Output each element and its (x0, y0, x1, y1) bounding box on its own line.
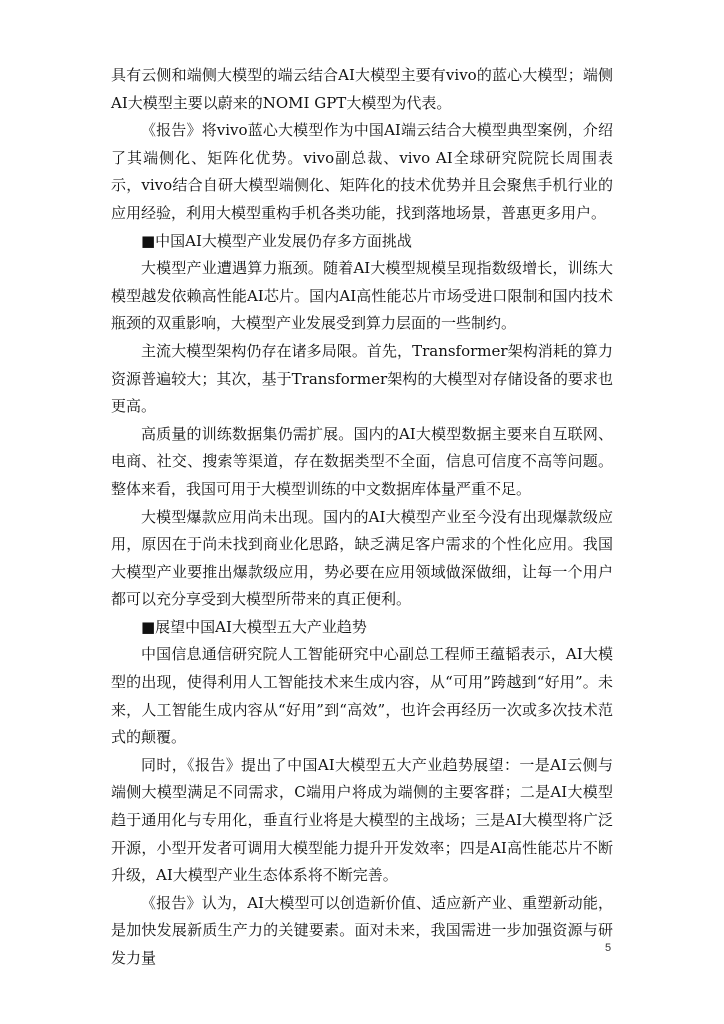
section-heading-challenges: ■中国AI大模型产业发展仍存多方面挑战 (141, 231, 412, 250)
paragraph-5: 高质量的训练数据集仍需扩展。国内的AI大模型数据主要来自互联网、电商、社交、搜索等渠道，存在数据类型不全面，信息可信度不高等问题。整体来看，我国可用于大模型训练的中文数据库体量严重不足。 (111, 424, 613, 498)
paragraph-1: 具有云侧和端侧大模型的端云结合AI大模型主要有vivo的蓝心大模型；端侧AI大模型主要以蔚来的NOMI GPT大模型为代表。 (111, 66, 613, 112)
paragraph-7: 中国信息通信研究院人工智能研究中心副总工程师王蕴韬表示，AI大模型的出现，使得利用人工智能技术来生成内容，从“可用”跨越到“好用”。未来，人工智能生成内容从“好用”到“高效”，也许会再经历一次或多次技术范式的颠覆。 (111, 645, 613, 747)
paragraph-2: 《报告》将vivo蓝心大模型作为中国AI端云结合大模型典型案例，介绍了其端侧化、矩阵化优势。vivo副总裁、vivo AI全球研究院院长周围表示，vivo结合自研大模型端侧化、矩阵化的技术优势并且会聚焦手机行业的应用经验，利用大模型重构手机各类功能，找到落地场景，普惠更多用户。 (111, 121, 613, 222)
paragraph-4: 主流大模型架构仍存在诸多局限。首先，Transformer架构消耗的算力资源普遍较大；其次，基于Transformer架构的大模型对存储设备的要求也更高。 (111, 341, 613, 416)
paragraph-6: 大模型爆款应用尚未出现。国内的AI大模型产业至今没有出现爆款级应用，原因在于尚未找到商业化思路，缺乏满足客户需求的个性化应用。我国大模型产业要推出爆款级应用，势必要在应用领域做深做细，让每一个用户都可以充分享受到大模型所带来的真正便利。 (111, 507, 613, 609)
page-number: 5 (605, 942, 612, 954)
section-heading-trends: ■展望中国AI大模型五大产业趋势 (141, 617, 367, 636)
paragraph-9: 《报告》认为，AI大模型可以创造新价值、适应新产业、重塑新动能，是加快发展新质生产力的关键要素。面对未来，我国需进一步加强资源与研发力量 (111, 893, 613, 967)
article-body (111, 62, 613, 973)
paragraph-3: 大模型产业遭遇算力瓶颈。随着AI大模型规模呈现指数级增长，训练大模型越发依赖高性能AI芯片。国内AI高性能芯片市场受进口限制和国内技术瓶颈的双重影响，大模型产业发展受到算力层面的一些制约。 (111, 259, 613, 333)
paragraph-8: 同时，《报告》提出了中国AI大模型五大产业趋势展望：一是AI云侧与端侧大模型满足不同需求，C端用户将成为端侧的主要客群；二是AI大模型趋于通用化与专用化，垂直行业将是大模型的主战场；三是AI大模型将广泛开源，小型开发者可调用大模型能力提升开发效率；四是AI高性能芯片不断升级，AI大模型产业生态体系将不断完善。 (111, 755, 613, 885)
